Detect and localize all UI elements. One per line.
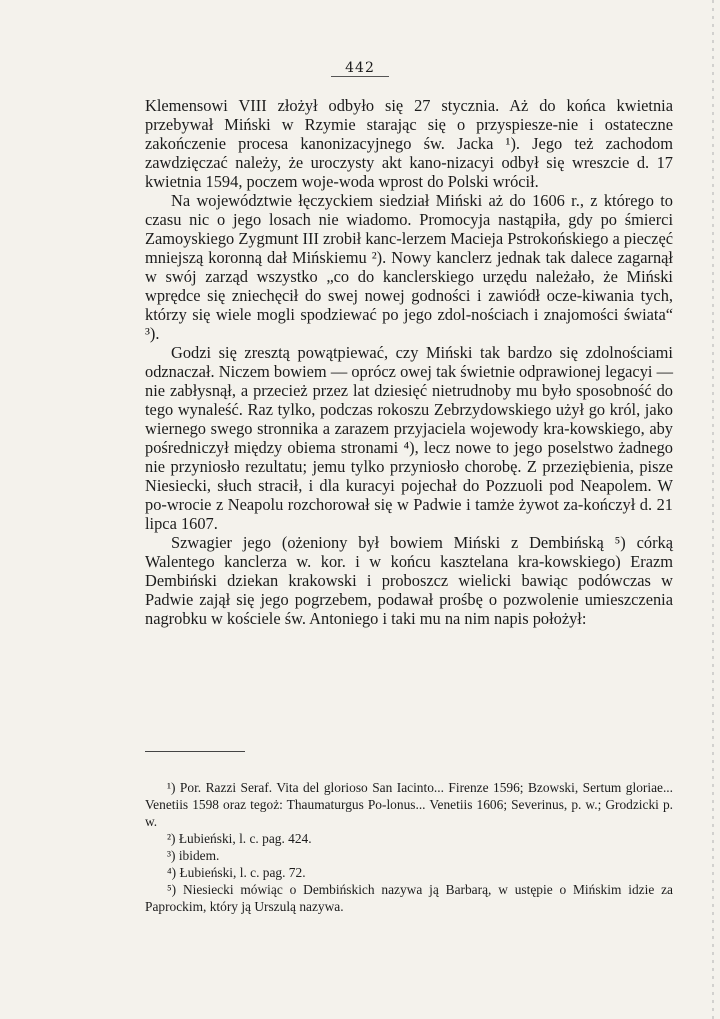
footnote: ⁴) Łubieński, l. c. pag. 72. bbox=[167, 865, 306, 880]
footnote: ¹) Por. Razzi Seraf. Vita del glorioso San Iacinto... Firenze 1596; Bzowski, Sertum gloriae... Venetiis 1598 oraz tegoż: Thaumaturgus Po-lonus... Venetiis 1606; Severinus, p. w.; Grodzicki p. w. bbox=[145, 780, 673, 829]
main-text bbox=[145, 96, 673, 628]
page-number-text: 442 bbox=[331, 60, 389, 77]
paragraph: Na województwie łęczyckiem siedział Miński aż do 1606 r., z którego to czasu nic o jego losach nie wiadomo. Promocyja nastąpiła, gdy po śmierci Zamoyskiego Zygmunt III zrobił kanc-lerzem Macieja Pstrokońskiego a pieczęć mniejszą koronną dał Mińskiemu ²). Nowy kanclerz jednak tak dalece zagarnął w swój zarząd wszystko „co do kanclerskiego urzędu należało, że Miński wprędce się zniechęcił do swej nowej godności i zawiódł ocze-kiwania tych, którzy się wiele mogli spodziewać po jego zdol-nościach i znajomości świata“ ³). bbox=[145, 191, 673, 343]
footnote: ²) Łubieński, l. c. pag. 424. bbox=[167, 831, 312, 846]
paragraph: Szwagier jego (ożeniony był bowiem Miński z Dembińską ⁵) córką Walentego kanclerza w. kor. i w końcu kasztelana kra-kowskiego) Erazm Dembiński dziekan krakowski i proboszcz wielicki bawiąc podówczas w Padwie zajął się jego pogrzebem, podawał prośbę o pozwolenie umieszczenia nagrobku w kościele św. Antoniego i taki mu na nim napis położył: bbox=[145, 533, 673, 628]
footnote: ⁵) Niesiecki mówiąc o Dembińskich nazywa ją Barbarą, w ustępie o Mińskim idzie za Paprockim, który ją Urszulą nazywa. bbox=[145, 882, 673, 914]
footnote-divider bbox=[145, 751, 245, 752]
page-number bbox=[0, 60, 720, 76]
footnote: ³) ibidem. bbox=[167, 848, 220, 863]
paragraph: Godzi się zresztą powątpiewać, czy Miński tak bardzo się zdolnościami odznaczał. Niczem bowiem — oprócz owej tak świetnie odprawionej legacyi — nie zabłysnął, a przecież przez lat dziesięć nietrudnoby mu było sposobność do tego wynaleść. Raz tylko, podczas rokoszu Zebrzydowskiego użył go król, jako wiernego swego stronnika a zarazem przyjaciela wojewody kra-kowskiego, aby pośredniczył między obiema stronami ⁴), lecz nowe to jego poselstwo żadnego nie przyniosło rezultatu; jemu tylko przyniosło chorobę. Z przeziębienia, pisze Niesiecki, słuch stracił, i dla kuracyi pojechał do Pozzuoli pod Neapolem. W po-wrocie z Neapolu rozchorował się w Padwie i tamże żywot za-kończył d. 21 lipca 1607. bbox=[145, 343, 673, 533]
footnotes bbox=[145, 779, 673, 915]
paragraph: Klemensowi VIII złożył odbyło się 27 stycznia. Aż do końca kwietnia przebywał Miński w Rzymie starając się o przyspiesze-nie i ostateczne zakończenie procesa kanonizacyjnego św. Jacka ¹). Jego też zachodom zawdzięczać należy, że uroczysty akt kano-nizacyi odbył się wreszcie d. 17 kwietnia 1594, poczem woje-woda wprost do Polski wrócił. bbox=[145, 96, 673, 191]
scan-edge-decoration bbox=[712, 0, 714, 1019]
